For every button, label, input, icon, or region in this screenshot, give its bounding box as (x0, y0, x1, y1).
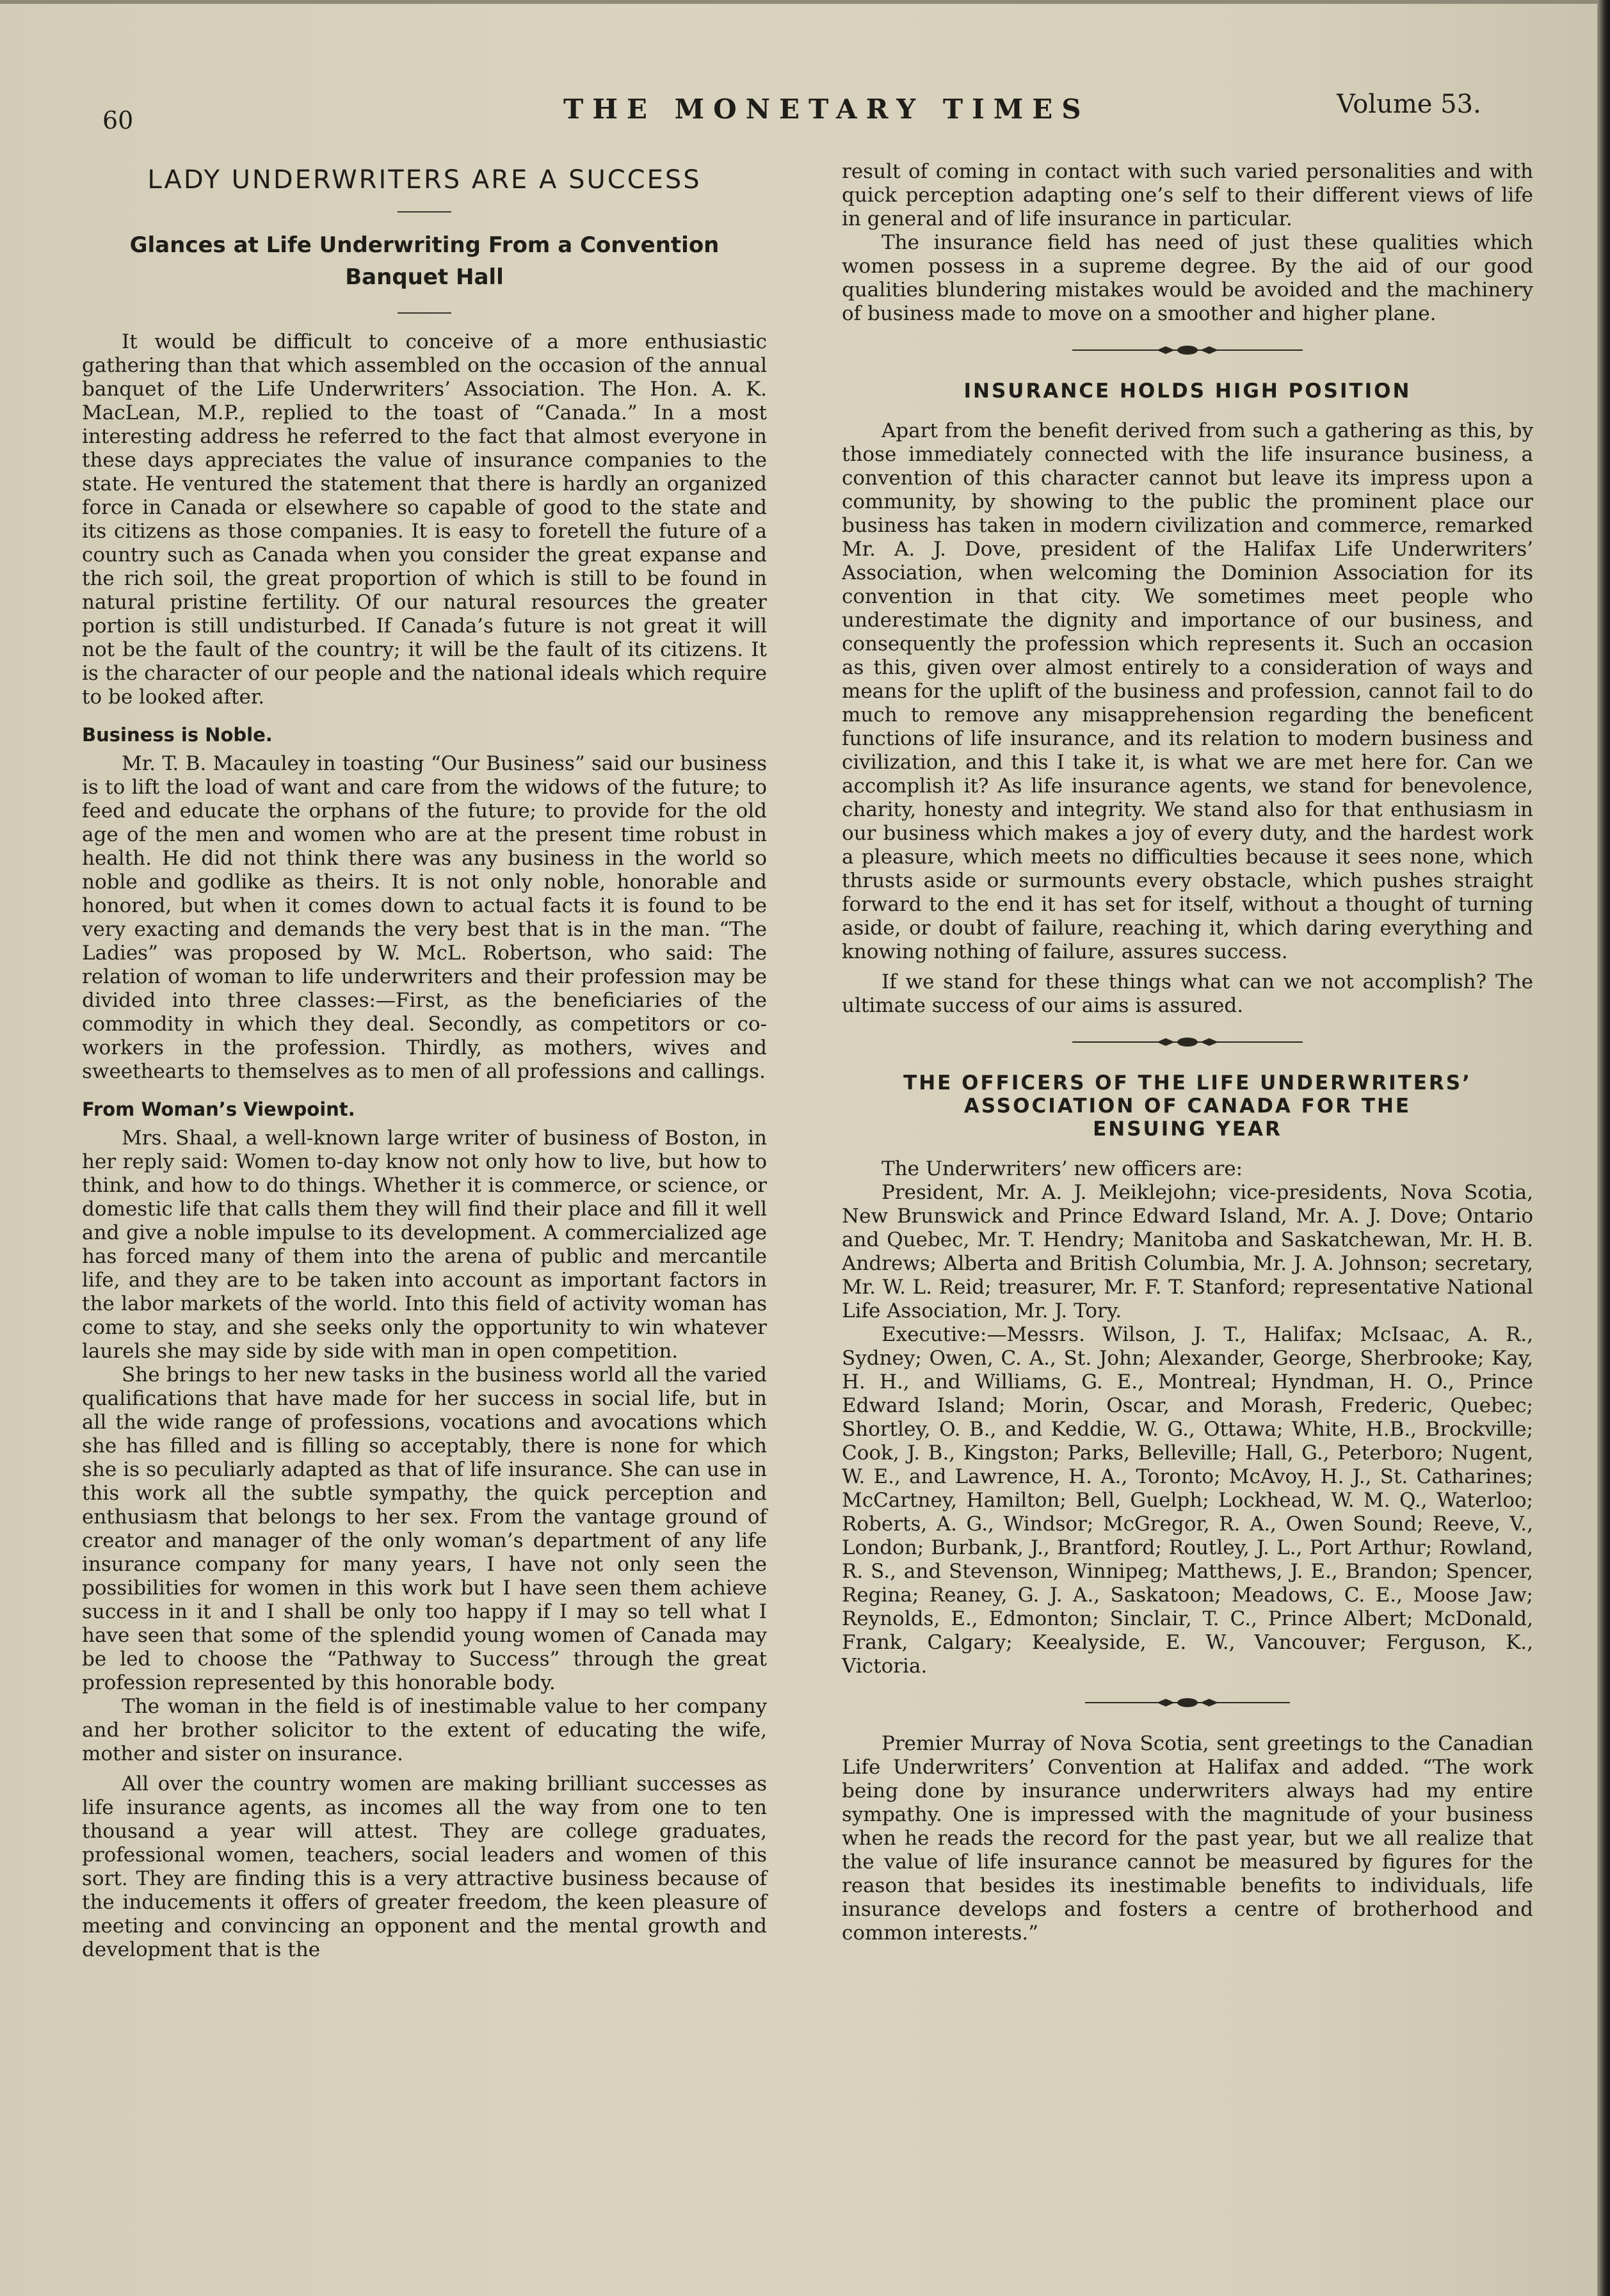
paragraph: The insurance field has need of just these qualities which women possess in a supreme degree. By the aid of our good qualities blundering mistakes would be avoided and the machinery of business made to move on a smoother and higher plane. (842, 231, 1533, 325)
intro-paragraph: It would be difficult to conceive of a more enthusiastic gathering than that which assembled on the occasion of the annual banquet of the Life Underwriters’ Association. The Hon. A. K. MacLean, M.P., replied to the toast of “Canada.” In a most interesting address he referred to the fact that almost everyone in these days appreciates the value of insurance companies to the state. He ventured the statement that there is hardly an organized force in Canada or elsewhere so capable of good to the state and its citizens as those companies. It is easy to foretell the future of a country such as Canada when you consider the great expanse and the rich soil, the great proportion of which is still to be found in natural pristine fertility. Of our natural resources the greater portion is still undisturbed. If Canada’s future is not great it will not be the fault of the country; it will be the fault of its citizens. It is the character of our people and the national ideals which require to be looked after. (82, 330, 767, 709)
officers-title-line: ASSOCIATION OF CANADA FOR THE (963, 1095, 1412, 1118)
section-title-insurance: INSURANCE HOLDS HIGH POSITION (963, 380, 1412, 403)
masthead: THE MONETARY TIMES (563, 93, 1090, 125)
left-column (82, 157, 767, 1962)
paragraph: The Underwriters’ new officers are: (881, 1157, 1243, 1180)
officers-title-line: THE OFFICERS OF THE LIFE UNDERWRITERS’ (903, 1072, 1472, 1095)
page-header (0, 90, 1610, 134)
paragraph: She brings to her new tasks in the business world all the varied qualifications that have made for her success in social life, but in all the wide range of professions, vocations and avocations which she has filled and is filling so acceptably, there is none for which she is so peculiarly adapted as that of life insurance. She can use in this work all the subtle sympathy, the quick perception and enthusiasm that belongs to her sex. From the vantage ground of creator and manager of the only woman’s department of any life insurance company for many years, I have not only seen the possibilities for women in this work but I have seen them achieve success in it and I shall be only too happy if I may so tell what I have seen that some of the splendid young women of Canada may be led to choose the “Pathway to Success” through the great profession represented by this honorable body. (82, 1363, 767, 1694)
divider (398, 211, 451, 213)
paragraph: The woman in the field is of inestimable value to her company and her brother solicitor to the extent of educating the wife, mother and sister on insurance. (82, 1695, 767, 1765)
top-edge (0, 0, 1610, 4)
paragraph: Executive:—Messrs. Wilson, J. T., Halifax; McIsaac, A. R., Sydney; Owen, C. A., St. John; Alexander, George, Sherbrooke; Kay, H. H., and Williams, G. E., Montreal; Hyndman, H. O., Prince Edward Island; Morin, Oscar, and Morash, Frederic, Quebec; Shortley, O. B., and Keddie, W. G., Ottawa; White, H.B., Brockville; Cook, J. B., Kingston; Parks, Belleville; Hall, G., Peterboro; Nugent, W. E., and Lawrence, H. A., Toronto; McAvoy, H. J., St. Catharines; McCartney, Hamilton; Bell, Guelph; Lockhead, W. M. Q., Waterloo; Roberts, A. G., Windsor; McGregor, R. A., Owen Sound; Reeve, V., London; Burbank, J., Brantford; Routley, J. L., Port Arthur; Rowland, R. S., and Stevenson, Winnipeg; Matthews, J. E., Brandon; Spencer, Regina; Reaney, G. J. A., Saskatoon; Meadows, C. E., Moose Jaw; Reynolds, E., Edmonton; Sinclair, T. C., Prince Albert; McDonald, Frank, Calgary; Keealyside, E. W., Vancouver; Ferguson, K., Victoria. (842, 1323, 1533, 1678)
ornament-divider (1072, 1034, 1303, 1050)
article-title: LADY UNDERWRITERS ARE A SUCCESS (147, 165, 702, 195)
paragraph: All over the country women are making brilliant successes as life insurance agents, as incomes all the way from one to ten thousand a year will attest. They are college graduates, professional women, teachers, social leaders and women of this sort. They are finding this is a very attractive business because of the inducements it offers of greater freedom, the keen pleasure of meeting and convincing an opponent and the mental growth and development that is the (82, 1772, 767, 1961)
officers-title-line: ENSUING YEAR (1093, 1118, 1282, 1141)
section-title-officers (842, 1072, 1533, 1141)
volume-label: Volume 53. (1337, 90, 1481, 119)
paragraph: Mrs. Shaal, a well-known large writer of business of Boston, in her reply said: Women to-day know not only how to live, but how to think, and how to do things. Whether it is commerce, or science, or domestic life that calls them they will find their place and fill it well and give a noble impulse to its development. A commercialized age has forced many of them into the arena of public and mercantile life, and they are to be taken into account as important factors in the labor markets of the world. Into this field of activity woman has come to stay, and she seeks only the opportunity to win whatever laurels she may side by side with man in open competition. (82, 1127, 767, 1363)
paragraph: Apart from the benefit derived from such a gathering as this, by those immediately connected with the life insurance business, a convention of this character cannot but leave its impress upon a community, by showing to the public the prominent place our business has taken in modern civilization and commerce, remarked Mr. A. J. Dove, president of the Halifax Life Underwriters’ Association, when welcoming the Dominion Association for its convention in that city. We sometimes meet people who underestimate the dignity and importance of our business, and consequently the profession which represents it. Such an occasion as this, given over almost entirely to a consideration of ways and means for the uplift of the business and profession, cannot fail to do much to remove any misapprehension regarding the beneficent functions of life insurance, and its relation to modern business and civilization, and this I take it, is what we are met here for. Can we accomplish it? As life insurance agents, we stand for benevolence, charity, honesty and integrity. We stand also for that enthusiasm in our business which makes a joy of every duty, and the hardest work a pleasure, which meets no difficulties because it sees none, which thrusts aside or surmounts every obstacle, which pushes straight forward to the end it has set for itself, without a thought of turning aside, or doubt of failure, reaching it, which daring everything and knowing nothing of failure, assures success. (842, 419, 1533, 963)
section-heading-business: Business is Noble. (82, 724, 273, 746)
page-number: 60 (102, 106, 134, 134)
continuation-paragraph: result of coming in contact with such varied personalities and with quick perception adapting one’s self to their different views of life in general and of life insurance in particular. (842, 160, 1533, 230)
divider (398, 312, 451, 314)
ornament-divider (1085, 1695, 1290, 1710)
ornament-divider (1072, 342, 1303, 358)
paragraph: President, Mr. A. J. Meiklejohn; vice-presidents, Nova Scotia, New Brunswick and Prince Edward Island, Mr. A. J. Dove; Ontario and Quebec, Mr. T. Hendry; Manitoba and Saskatchewan, Mr. H. B. Andrews; Alberta and British Columbia, Mr. J. A. Johnson; secretary, Mr. W. L. Reid; treasurer, Mr. F. T. Stanford; representative National Life Association, Mr. J. Tory. (842, 1181, 1533, 1322)
article-subtitle: Glances at Life Underwriting From a Convention Banquet Hall (129, 232, 720, 290)
section-heading-viewpoint: From Woman’s Viewpoint. (82, 1098, 355, 1120)
right-column (842, 160, 1533, 1945)
paragraph: If we stand for these things what can we not accomplish? The ultimate success of our aims is assured. (842, 970, 1533, 1017)
binding-edge (1597, 0, 1610, 2296)
paragraph: Premier Murray of Nova Scotia, sent greetings to the Canadian Life Underwriters’ Convention at Halifax and added. “The work being done by insurance underwriters always had my entire sympathy. One is impressed with the magnitude of your business when he reads the record for the past year, but we all realize that the value of life insurance cannot be measured by figures for the reason that besides its inestimable benefits to individuals, life insurance develops and fosters a centre of brotherhood and common interests.” (842, 1732, 1533, 1945)
paragraph: Mr. T. B. Macauley in toasting “Our Business” said our business is to lift the load of want and care from the widows of the future; to feed and educate the orphans of the future; to provide for the old age of the men and women who are at the present time robust in health. He did not think there was any business in the world so noble and godlike as theirs. It is not only noble, honorable and honored, but when it comes down to actual facts it is found to be very exacting and demands the very best that is in the man. “The Ladies” was proposed by W. McL. Robertson, who said: The relation of woman to life underwriters and their profession may be divided into three classes:—First, as the beneficiaries of the commodity in which they deal. Secondly, as competitors or co-workers in the profession. Thirdly, as mothers, wives and sweethearts to themselves as to men of all professions and callings. (82, 752, 767, 1083)
